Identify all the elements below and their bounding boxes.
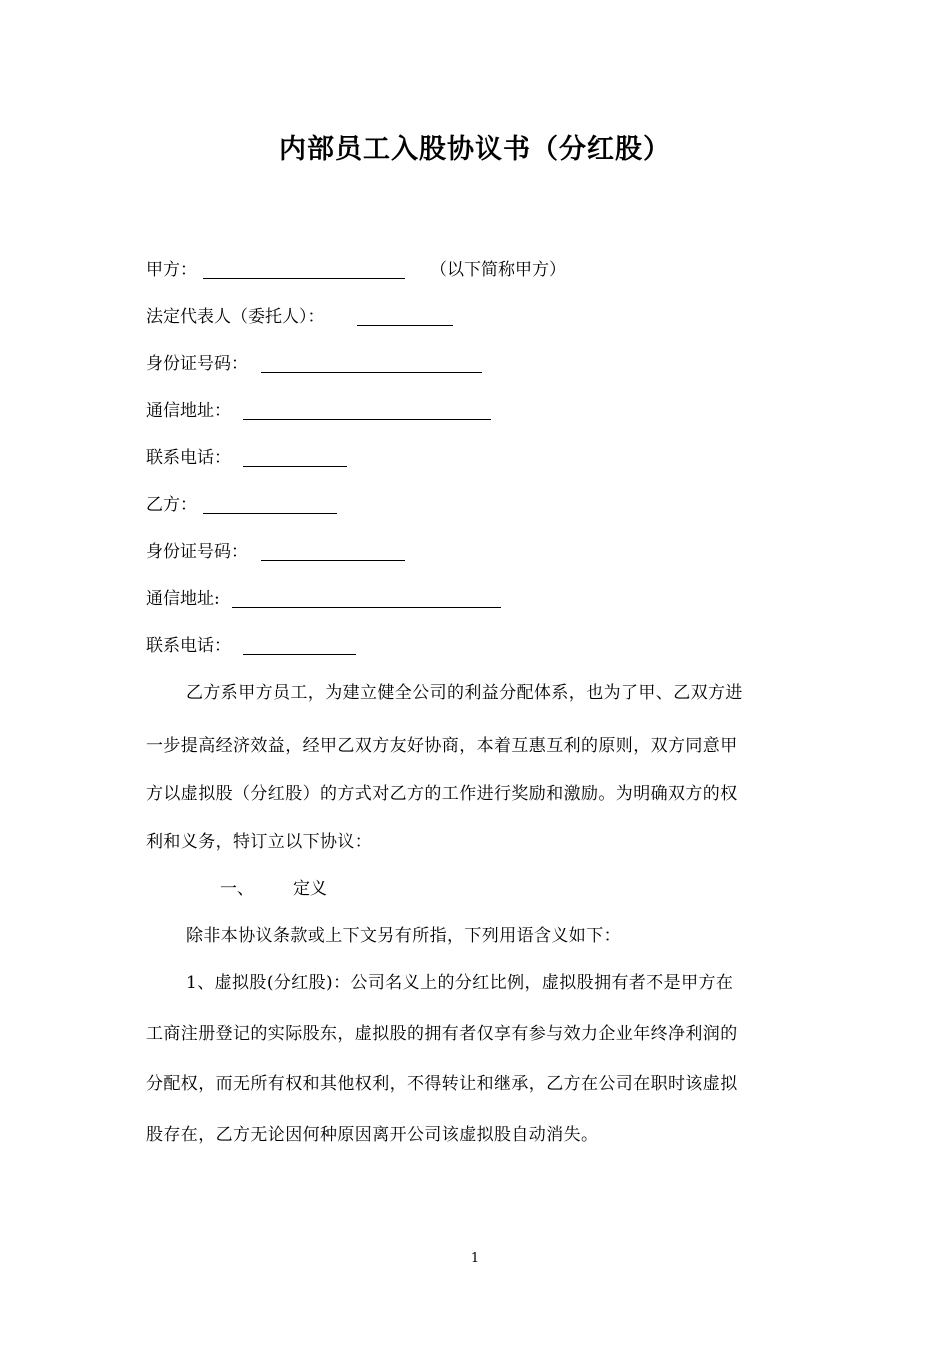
intro-line-1: 乙方系甲方员工，为建立健全公司的利益分配体系，也为了甲、乙双方进 [186,683,743,703]
party-b-label: 乙方： [146,495,197,515]
party-b-blank[interactable] [203,513,337,514]
party-a-note: （以下简称甲方） [430,260,566,280]
party-b-address-label: 通信地址: [146,589,220,609]
section-one-number: 一、 [220,879,254,899]
party-a-blank[interactable] [203,278,405,279]
page-number: 1 [470,1251,480,1266]
section-one-heading: 定义 [293,879,327,899]
party-b-phone-blank[interactable] [243,654,356,655]
definition-1-line-1: 1、虚拟股(分红股)：公司名义上的分红比例，虚拟股拥有者不是甲方在 [186,973,734,993]
definition-1-line-4: 股存在，乙方无论因何种原因离开公司该虚拟股自动消失。 [146,1125,599,1145]
party-a-phone-blank[interactable] [243,466,347,467]
party-a-id-label: 身份证号码： [146,354,248,374]
party-b-phone-label: 联系电话： [146,636,231,656]
definition-1-line-2: 工商注册登记的实际股东，虚拟股的拥有者仅享有参与效力企业年终净利润的 [146,1024,738,1044]
definition-intro: 除非本协议条款或上下文另有所指，下列用语含义如下： [186,926,621,946]
intro-line-4: 利和义务，特订立以下协议： [146,832,373,852]
intro-line-3: 方以虚拟股（分红股）的方式对乙方的工作进行奖励和激励。为明确双方的权 [146,784,738,804]
party-a-address-label: 通信地址： [146,401,231,421]
party-b-id-blank[interactable] [261,560,405,561]
party-b-id-label: 身份证号码： [146,542,248,562]
document-title: 内部员工入股协议书（分红股） [279,134,671,165]
party-a-address-blank[interactable] [243,419,491,420]
party-a-label: 甲方： [146,260,197,280]
legal-rep-blank[interactable] [357,325,453,326]
legal-rep-label: 法定代表人（委托人）： [146,307,325,327]
party-b-address-blank[interactable] [232,607,501,608]
intro-line-2: 一步提高经济效益，经甲乙双方友好协商，本着互惠互利的原则，双方同意甲 [146,736,738,756]
definition-1-line-3: 分配权，而无所有权和其他权利，不得转让和继承，乙方在公司在职时该虚拟 [146,1074,738,1094]
party-a-id-blank[interactable] [261,372,482,373]
party-a-phone-label: 联系电话： [146,448,231,468]
